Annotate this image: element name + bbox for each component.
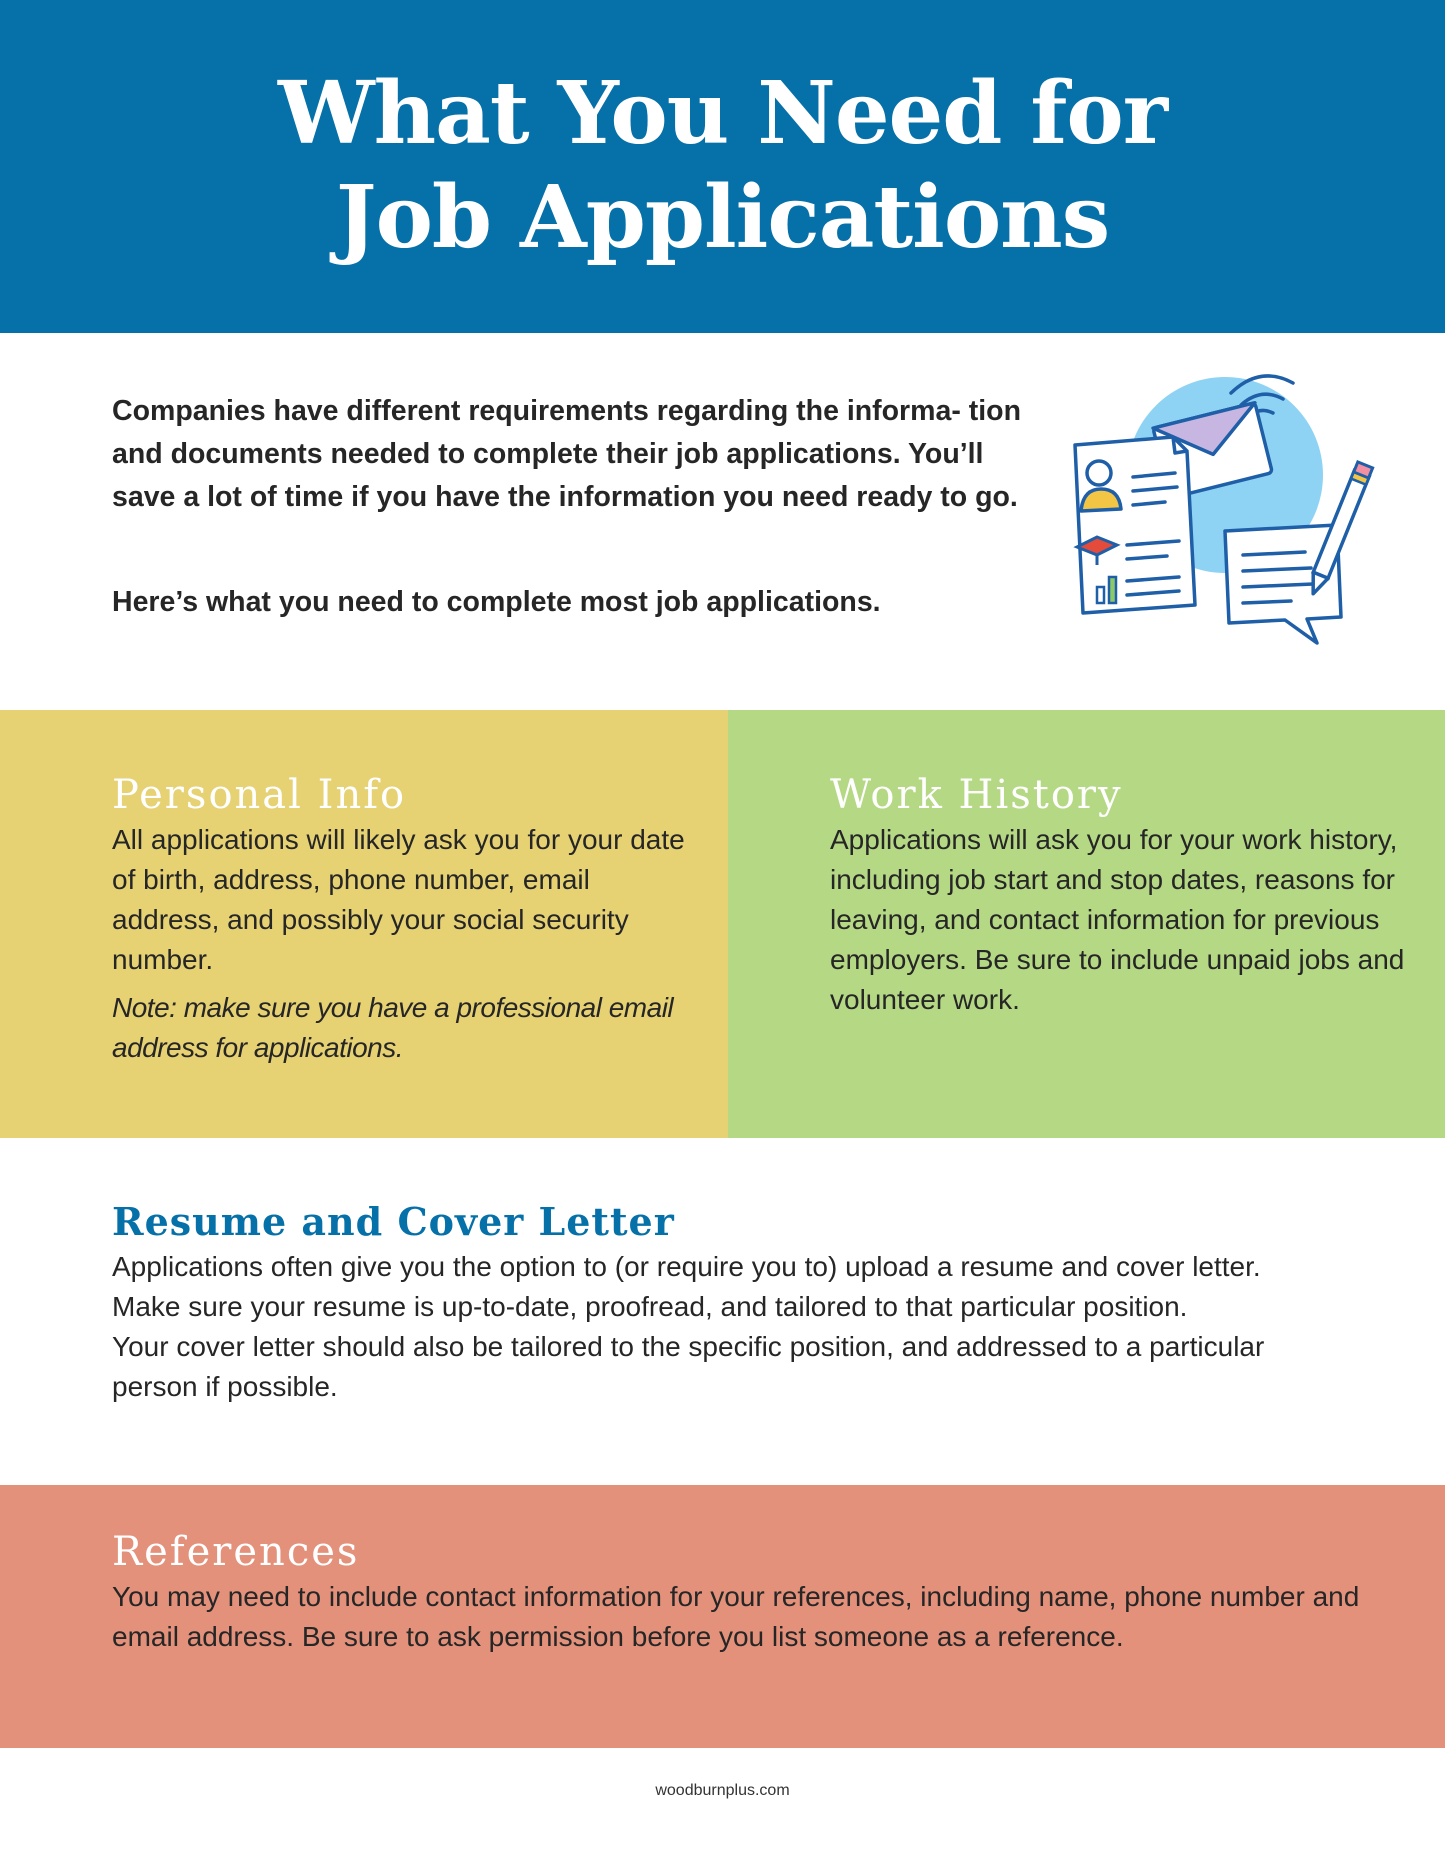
work-history-content: [830, 770, 1410, 1020]
resume-cover-letter-heading: Resume and Cover Letter: [112, 1199, 675, 1244]
intro-paragraph: Companies have different requirements regarding the informa- tion and documents needed to complete their job applications. You’ll save a lot of time if you have the information you need ready to go.: [112, 395, 1021, 513]
footer-website: woodburnplus.com: [655, 1782, 790, 1799]
references-heading: References: [112, 1529, 360, 1575]
personal-info-note: Note: make sure you have a professional email address for applications.: [112, 992, 674, 1063]
page-title-line-2: Job Applications: [335, 167, 1110, 268]
personal-info-content: [112, 770, 692, 1068]
personal-info-panel: [0, 710, 728, 1138]
personal-info-heading: Personal Info: [112, 772, 407, 818]
page-title: [0, 62, 1445, 270]
work-history-body: Applications will ask you for your work history, including job start and stop dates, reasons for leaving, and contact information for previous employers. Be sure to include unpaid jobs and volunteer work.: [830, 824, 1405, 1015]
work-history-panel: [728, 710, 1445, 1138]
personal-info-body: All applications will likely ask you for your date of birth, address, phone number, email address, and possibly your social security number.: [112, 824, 685, 975]
documents-envelope-pencil-icon: [1055, 355, 1375, 655]
page-title-line-1: What You Need for: [277, 63, 1168, 164]
resume-cover-letter-line-2: Make sure your resume is up-to-date, proofread, and tailored to that particular position.: [112, 1291, 1188, 1322]
resume-cover-letter-line-3: Your cover letter should also be tailored to the specific position, and addressed to a particular person if possible.: [112, 1331, 1265, 1402]
references-content: [112, 1527, 1392, 1657]
references-body: You may need to include contact information for your references, including name, phone number and email address. Be sure to ask permission before you list someone as a reference.: [112, 1581, 1360, 1652]
header-banner: [0, 0, 1445, 333]
resume-cover-letter-line-1: Applications often give you the option to (or require you to) upload a resume and cover letter.: [112, 1251, 1261, 1282]
work-history-heading: Work History: [830, 772, 1123, 818]
references-panel: [0, 1485, 1445, 1748]
resume-cover-letter-section: [112, 1197, 1352, 1407]
intro-summary: Here’s what you need to complete most job applications.: [112, 586, 881, 618]
